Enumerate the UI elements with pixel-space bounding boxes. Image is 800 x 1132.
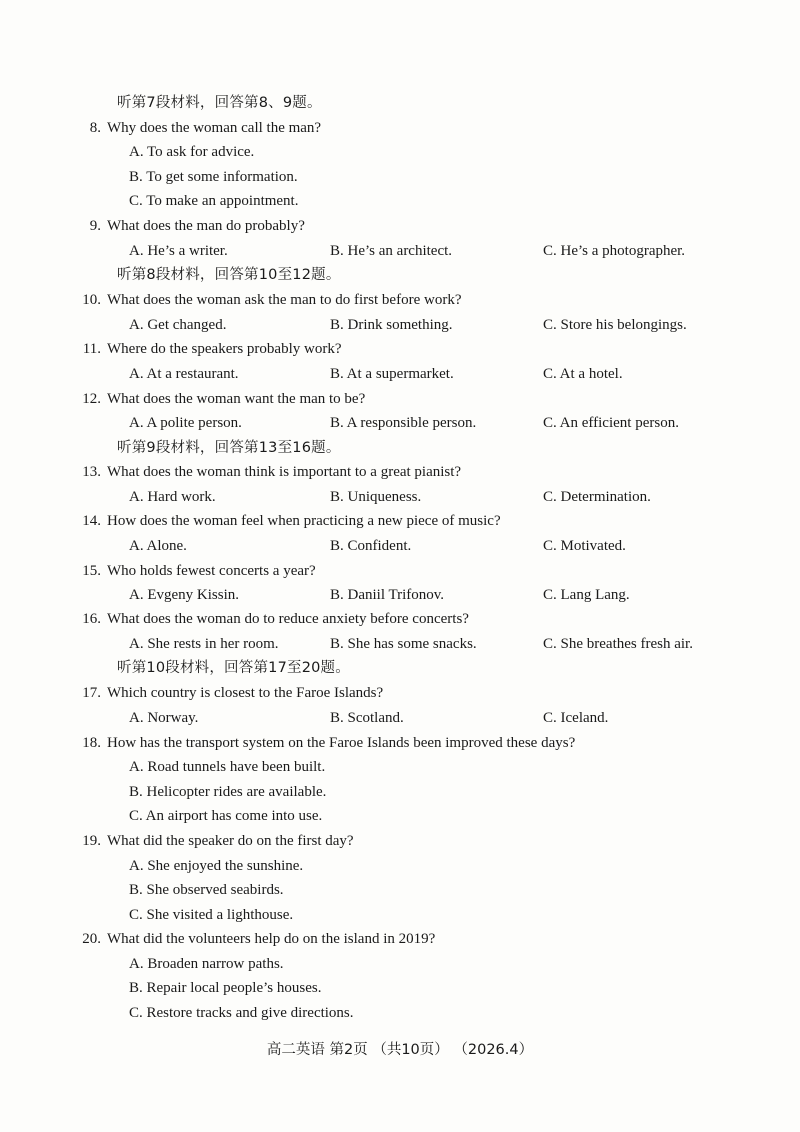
question-8 [89,118,322,138]
option-c: C. Restore tracks and give directions. [129,1005,354,1021]
question-text: What does the woman do to reduce anxiety before concerts? [107,611,469,627]
question-number: 15. [82,563,101,579]
question-11 [82,339,342,359]
section-heading: 听第8段材料，回答第10至12题。 [117,267,341,283]
option-b: B. He’s an architect. [330,243,453,259]
section-heading: 听第9段材料，回答第13至16题。 [117,440,341,456]
option-a: A. Road tunnels have been built. [129,759,326,775]
question-9 [89,216,305,236]
option-a: A. Get changed. [129,317,227,333]
option-b: B. A responsible person. [330,415,477,431]
option-c: C. Store his belongings. [543,317,687,333]
question-text: Which country is closest to the Faroe Islands? [107,685,384,701]
question-text: Who holds fewest concerts a year? [107,563,316,579]
option-b: B. Confident. [330,538,412,554]
option-c: C. Determination. [543,489,651,505]
question-text: Why does the woman call the man? [107,120,322,136]
option-a: A. Alone. [129,538,187,554]
question-number: 13. [82,464,101,480]
option-c: C. An efficient person. [543,415,679,431]
option-b: B. At a supermarket. [330,366,454,382]
question-16 [82,609,469,629]
question-14 [82,511,501,531]
question-17 [82,683,384,703]
option-c: C. He’s a photographer. [543,243,686,259]
question-text: How has the transport system on the Faroe Islands been improved these days? [107,735,576,751]
option-c: C. Iceland. [543,710,609,726]
question-number: 18. [82,735,101,751]
option-b: B. Drink something. [330,317,453,333]
question-number: 8. [89,120,101,136]
option-a: A. She enjoyed the sunshine. [129,858,304,874]
page-footer: 高二英语 第2页 （共10页） （2026.4） [266,1042,534,1058]
option-a: A. To ask for advice. [129,144,255,160]
option-b: B. Daniil Trifonov. [330,587,445,603]
question-text: What does the woman ask the man to do first before work? [107,292,462,308]
option-c: C. She visited a lighthouse. [129,907,294,923]
option-a: A. Hard work. [129,489,216,505]
option-b: B. She observed seabirds. [129,882,284,898]
question-15 [82,561,316,581]
option-a: A. A polite person. [129,415,242,431]
option-c: C. To make an appointment. [129,193,299,209]
question-text: What did the speaker do on the first day? [107,833,354,849]
question-text: What does the woman think is important to a great pianist? [107,464,462,480]
question-number: 19. [82,833,101,849]
option-c: C. Motivated. [543,538,626,554]
option-c: C. At a hotel. [543,366,623,382]
option-a: A. Evgeny Kissin. [129,587,239,603]
question-number: 11. [82,341,101,357]
question-19 [82,831,354,851]
question-text: What does the man do probably? [107,218,305,234]
option-c: C. She breathes fresh air. [543,636,693,652]
question-20 [82,929,436,949]
question-text: Where do the speakers probably work? [107,341,342,357]
question-text: What did the volunteers help do on the island in 2019? [107,931,436,947]
question-10 [82,290,462,310]
question-12 [82,389,366,409]
option-a: A. He’s a writer. [129,243,228,259]
option-b: B. Uniqueness. [330,489,422,505]
option-a: A. Norway. [129,710,199,726]
section-heading: 听第10段材料，回答第17至20题。 [117,660,350,676]
option-c: C. An airport has come into use. [129,808,323,824]
option-a: A. She rests in her room. [129,636,279,652]
option-b: B. To get some information. [129,169,298,185]
option-b: B. She has some snacks. [330,636,477,652]
question-number: 16. [82,611,101,627]
question-13 [82,462,462,482]
question-text: What does the woman want the man to be? [107,391,366,407]
question-number: 20. [82,931,101,947]
question-number: 17. [82,685,101,701]
option-a: A. At a restaurant. [129,366,239,382]
option-a: A. Broaden narrow paths. [129,956,284,972]
question-number: 14. [82,513,101,529]
question-18 [82,733,576,753]
option-c: C. Lang Lang. [543,587,630,603]
question-number: 10. [82,292,101,308]
question-text: How does the woman feel when practicing a new piece of music? [107,513,501,529]
question-number: 12. [82,391,101,407]
question-number: 9. [89,218,101,234]
option-b: B. Repair local people’s houses. [129,980,322,996]
section-heading: 听第7段材料，回答第8、9题。 [117,95,322,111]
option-b: B. Helicopter rides are available. [129,784,327,800]
option-b: B. Scotland. [330,710,404,726]
